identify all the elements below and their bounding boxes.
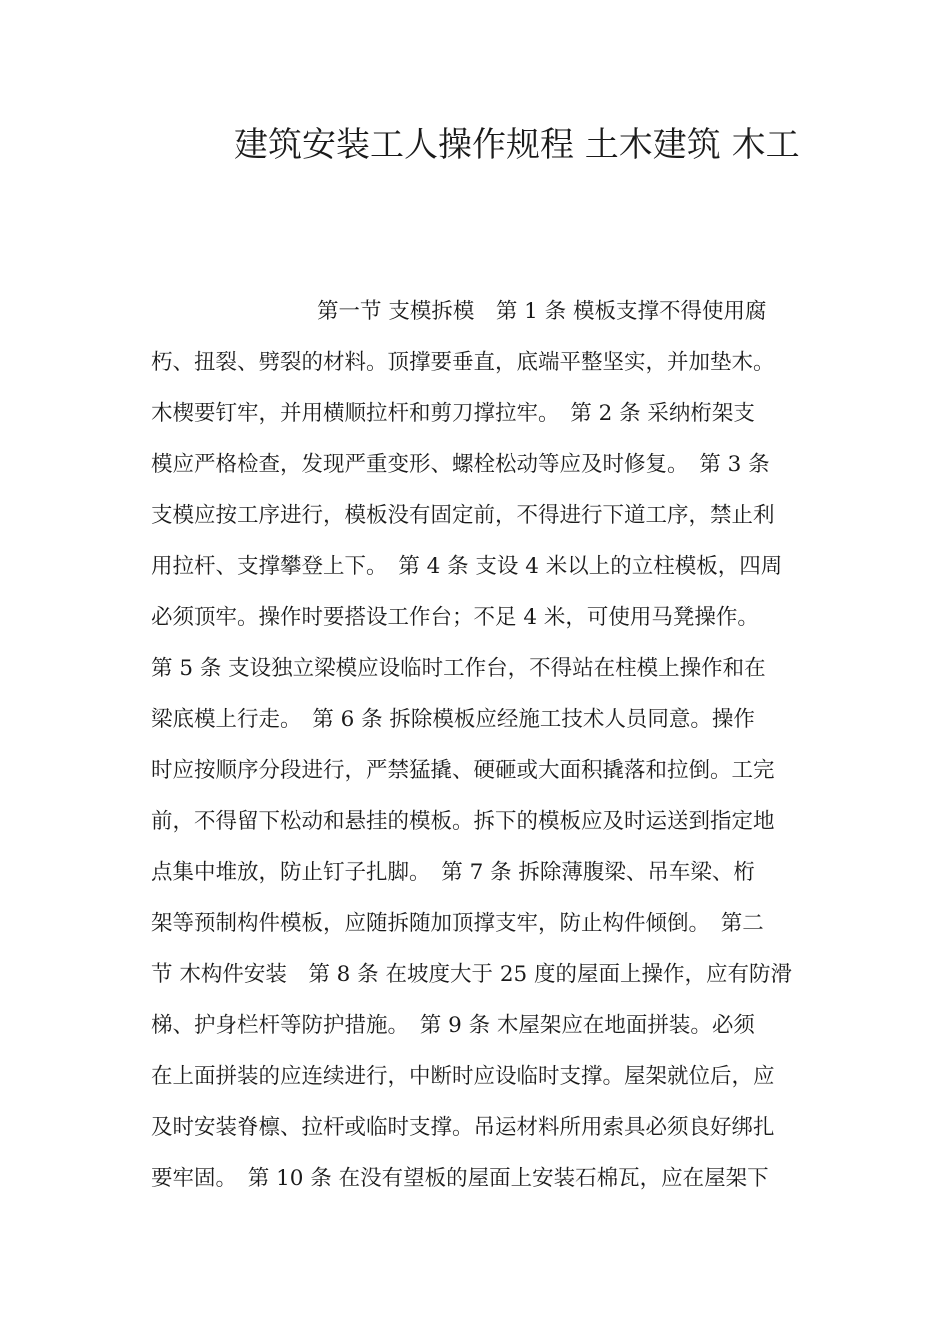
body-line: 第一节 支模拆模 第 1 条 模板支撑不得使用腐 (317, 299, 767, 324)
body-line: 在上面拼装的应连续进行，中断时应设临时支撑。屋架就位后，应 (151, 1064, 775, 1089)
body-line: 用拉杆、支撑攀登上下。 第 4 条 支设 4 米以上的立柱模板，四周 (151, 554, 783, 579)
body-line: 及时安装脊檩、拉杆或临时支撑。吊运材料所用索具必须良好绑扎 (151, 1115, 775, 1140)
document-title: 建筑安装工人操作规程 土木建筑 木工 (234, 125, 800, 165)
body-line: 要牢固。 第 10 条 在没有望板的屋面上安装石棉瓦，应在屋架下 (151, 1166, 769, 1191)
body-line: 必须顶牢。操作时要搭设工作台；不足 4 米，可使用马凳操作。 (151, 605, 759, 630)
body-line: 木楔要钉牢，并用横顺拉杆和剪刀撑拉牢。 第 2 条 采纳桁架支 (151, 401, 755, 426)
body-line: 朽、扭裂、劈裂的材料。顶撑要垂直，底端平整坚实，并加垫木。 (151, 350, 775, 375)
body-line: 梯、护身栏杆等防护措施。 第 9 条 木屋架应在地面拼装。必须 (151, 1013, 755, 1038)
body-line: 前，不得留下松动和悬挂的模板。拆下的模板应及时运送到指定地 (151, 809, 775, 834)
body-line: 模应严格检查，发现严重变形、螺栓松动等应及时修复。 第 3 条 (151, 452, 770, 477)
body-line: 第 5 条 支设独立梁模应设临时工作台，不得站在柱模上操作和在 (151, 656, 766, 681)
body-line: 时应按顺序分段进行，严禁猛撬、硬砸或大面积撬落和拉倒。工完 (151, 758, 775, 783)
body-line: 架等预制构件模板，应随拆随加顶撑支牢，防止构件倾倒。 第二 (151, 911, 764, 936)
body-line: 梁底模上行走。 第 6 条 拆除模板应经施工技术人员同意。操作 (151, 707, 755, 732)
body-line: 点集中堆放，防止钉子扎脚。 第 7 条 拆除薄腹梁、吊车梁、桁 (151, 860, 755, 885)
body-line: 节 木构件安装 第 8 条 在坡度大于 25 度的屋面上操作，应有防滑 (151, 962, 793, 987)
body-line: 支模应按工序进行，模板没有固定前，不得进行下道工序，禁止利 (151, 503, 775, 528)
